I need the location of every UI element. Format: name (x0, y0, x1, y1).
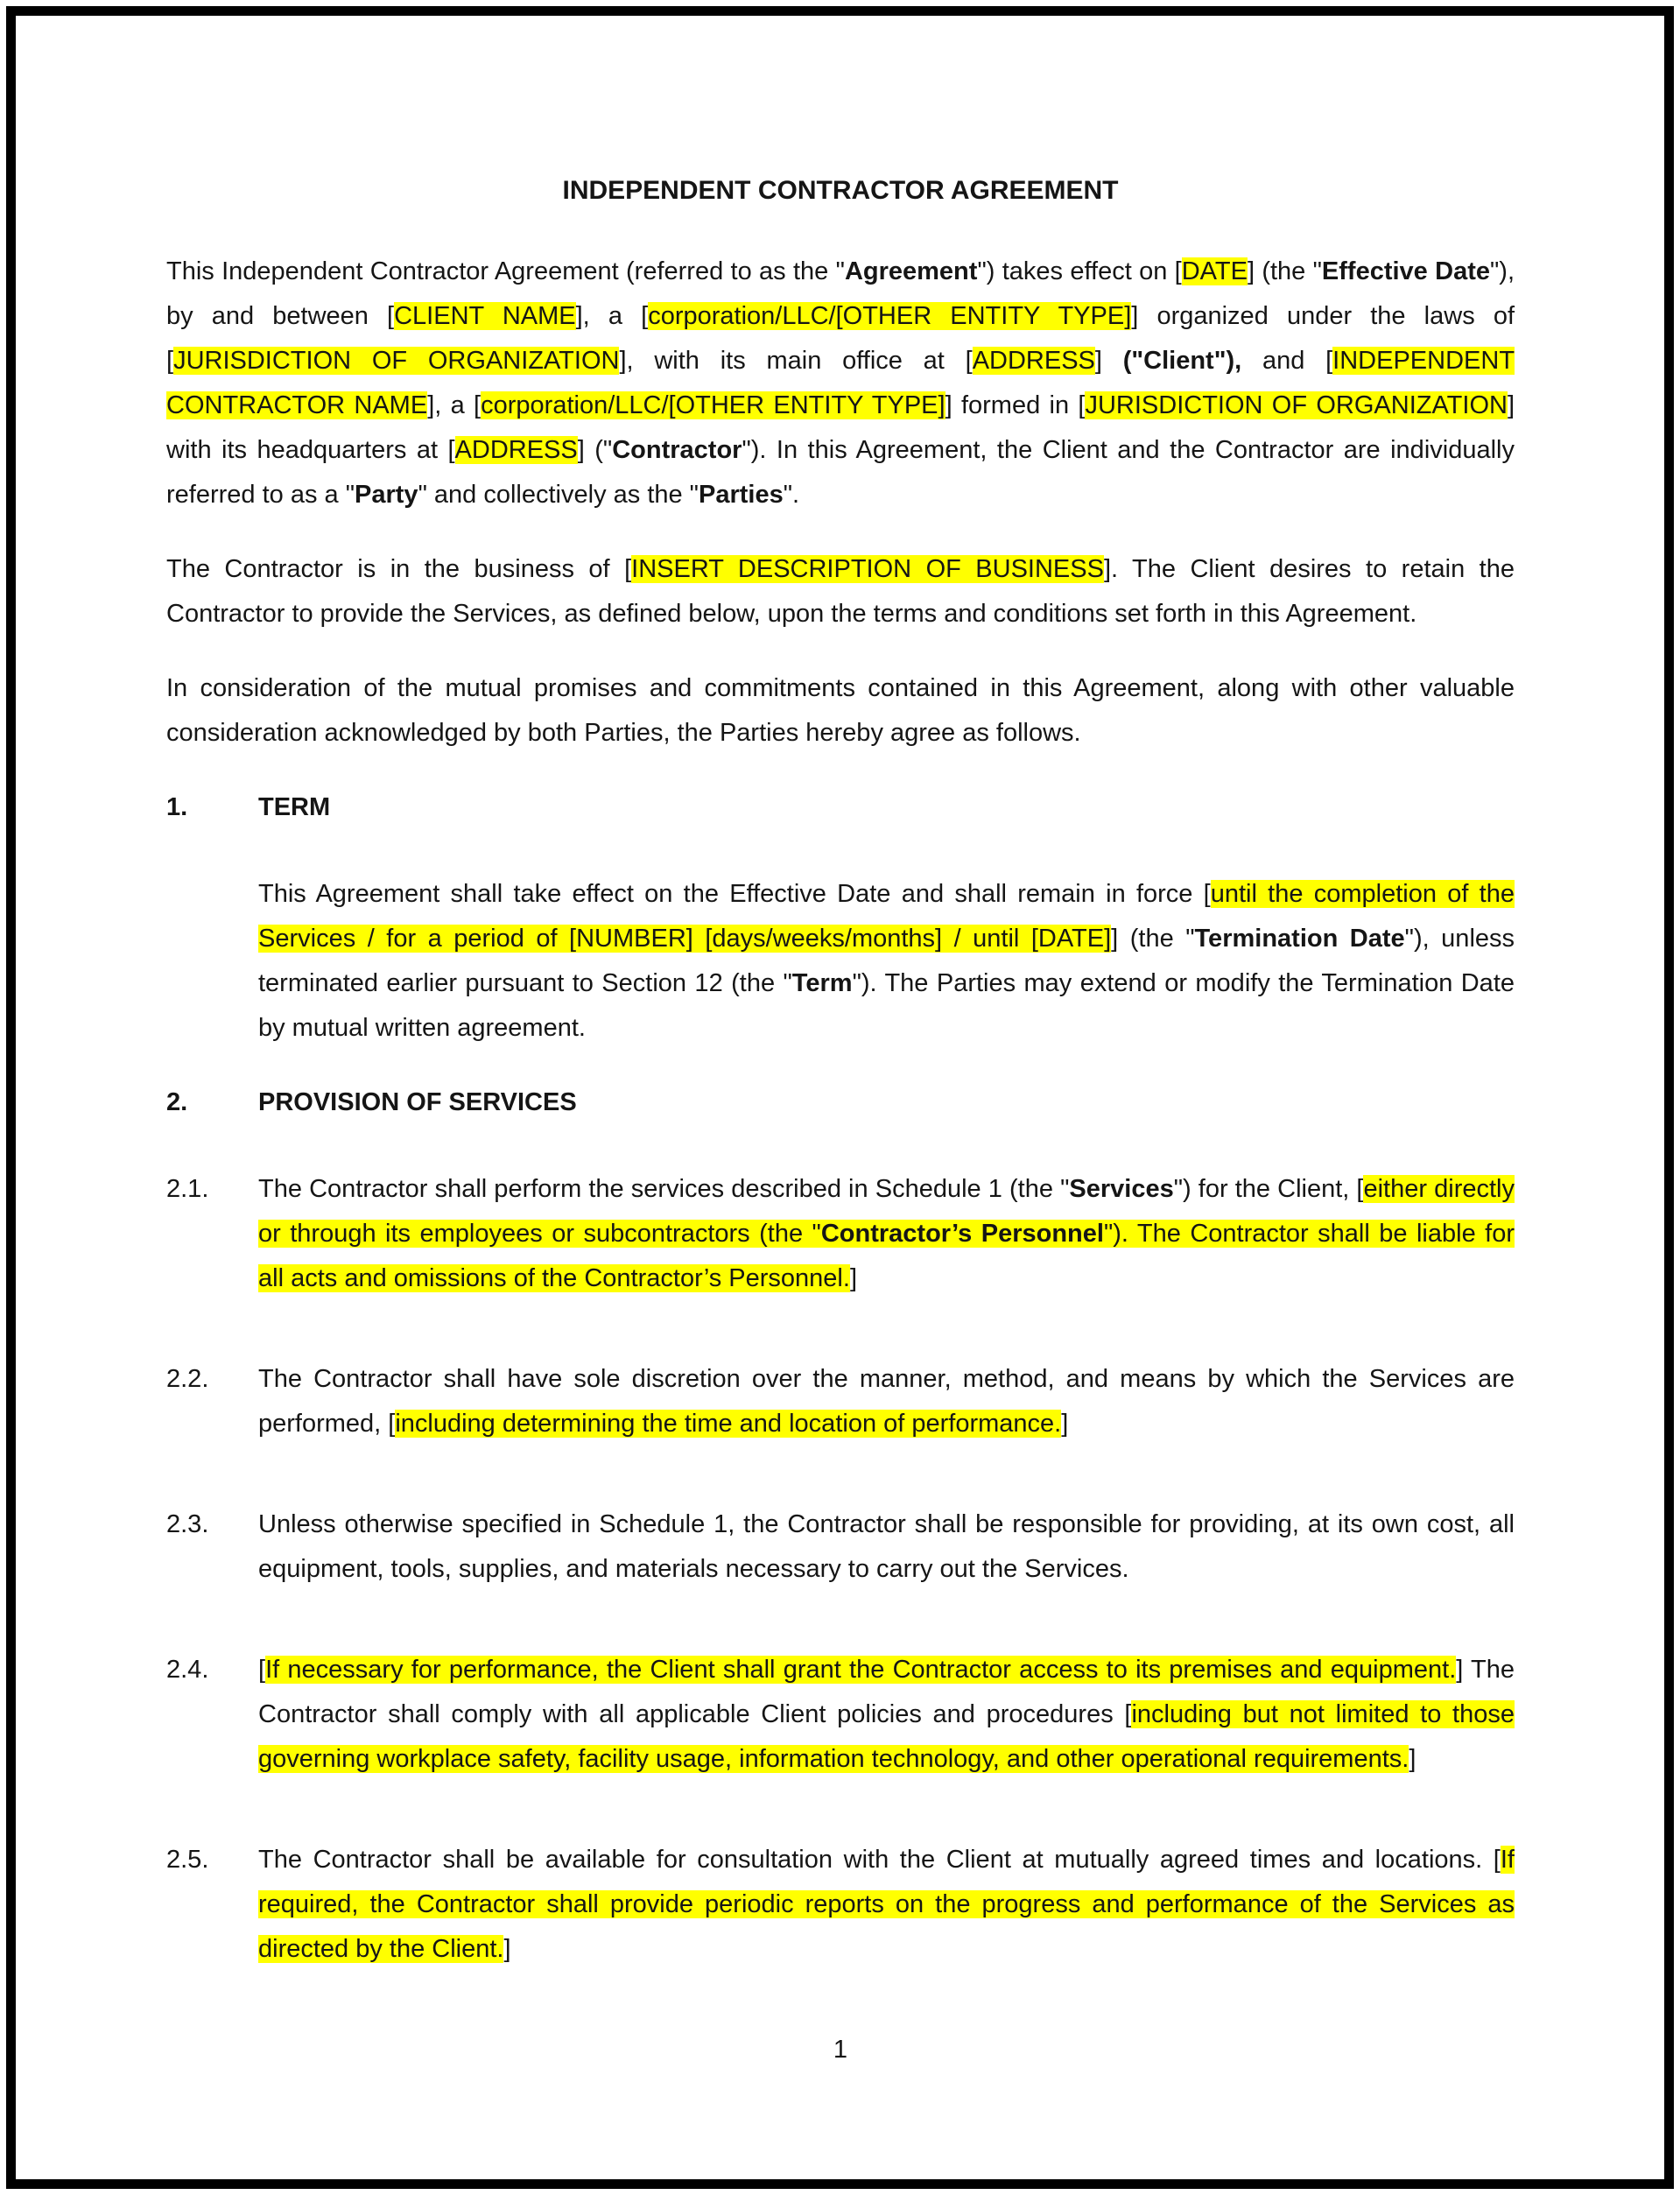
section-heading-text: TERM (258, 793, 331, 821)
text-run: ] (" (577, 436, 613, 464)
text-run: ] with its headquarters at [ (166, 391, 1515, 464)
text-run: ] (503, 1935, 511, 1963)
highlighted-placeholder-text: until the completion of the Services / for a period of [NUMBER] [days/weeks/months] / until [DATE] (258, 880, 1515, 953)
highlighted-placeholder-text: If required, the Contractor shall provide periodic reports on the progress and performance of the Services as directed by the Client. (258, 1846, 1515, 1963)
text-run: The Contractor shall have sole discretion over the manner, method, and means by which the Services are performed, [ (258, 1365, 1515, 1438)
text-run: Effective Date (1321, 257, 1490, 285)
section-number: 1. (166, 793, 188, 821)
highlighted-placeholder-text: ADDRESS (454, 436, 578, 464)
text-run: and [ (1241, 347, 1333, 375)
text-run: Contractor (612, 436, 742, 464)
text-run: Services (1069, 1175, 1174, 1203)
highlighted-placeholder-text: If necessary for performance, the Client shall grant the Contractor access to its premises and equipment. (265, 1656, 1457, 1684)
text-run: The Contractor is in the business of [ (166, 555, 632, 583)
section-number: 2. (166, 1088, 188, 1116)
text-run: In consideration of the mutual promises and commitments contained in this Agreement, along with other valuable consideration acknowledged by both Parties, the Parties hereby agree as follows. (166, 674, 1515, 747)
text-run: ] The Contractor shall comply with all applicable Client policies and procedures [ (258, 1656, 1515, 1728)
text-run: The Contractor shall be available for consultation with the Client at mutually agreed times and locations. [ (258, 1846, 1501, 1874)
paragraph (166, 666, 1515, 756)
text-run: ] (1094, 347, 1123, 375)
section-heading (166, 785, 1515, 830)
text-run: Agreement (844, 257, 978, 285)
clause (166, 1167, 1515, 1301)
clause-text (258, 1838, 1515, 1972)
document-body (166, 250, 1515, 1972)
highlighted-placeholder-text: including determining the time and location of performance. (395, 1410, 1062, 1438)
highlighted-placeholder-text: corporation/LLC/[OTHER ENTITY TYPE] (481, 391, 945, 419)
highlighted-placeholder-text: INDEPENDENT CONTRACTOR NAME (166, 347, 1515, 419)
highlighted-placeholder-text: either directly or through its employees or subcontractors (the " (258, 1175, 1515, 1248)
text-run: The Contractor shall perform the services described in Schedule 1 (the " (258, 1175, 1070, 1203)
clause (166, 1502, 1515, 1592)
text-run: ]. The Client desires to retain the Contractor to provide the Services, as defined below, upon the terms and conditions set forth in this Agreement. (166, 555, 1515, 628)
clause (166, 1838, 1515, 1972)
text-run: "), unless terminated earlier pursuant to Section 12 (the " (258, 925, 1515, 997)
text-run: ], with its main office at [ (619, 347, 973, 375)
text-run: [ (258, 1656, 266, 1684)
clause-number: 2.3. (166, 1510, 209, 1538)
text-run: ] (849, 1264, 857, 1292)
highlighted-placeholder-text: ADDRESS (972, 347, 1095, 375)
text-run: ] formed in [ (945, 391, 1086, 419)
text-run: ") for the Client, [ (1173, 1175, 1364, 1203)
text-run: ("Client"), (1122, 347, 1242, 375)
text-run: Termination Date (1194, 925, 1405, 953)
text-run: Parties (698, 481, 784, 509)
paragraph (166, 547, 1515, 637)
paragraph (166, 250, 1515, 517)
text-run: ] (the " (1247, 257, 1322, 285)
highlighted-placeholder-text: including but not limited to those governing workplace safety, facility usage, information technology, and other operational requirements. (258, 1700, 1515, 1773)
text-run: This Independent Contractor Agreement (referred to as the " (166, 257, 845, 285)
clause-text (258, 1648, 1515, 1782)
clause (166, 1648, 1515, 1782)
highlighted-placeholder-text: CLIENT NAME (394, 302, 576, 330)
clause-number: 2.1. (166, 1175, 209, 1203)
section-heading-text: PROVISION OF SERVICES (258, 1088, 577, 1116)
highlighted-placeholder-text: INSERT DESCRIPTION OF BUSINESS (631, 555, 1104, 583)
clause-number: 2.5. (166, 1846, 209, 1874)
text-run: "), by and between [ (166, 257, 1515, 330)
text-run: ] (1061, 1410, 1069, 1438)
text-run: ] organized under the laws of [ (166, 302, 1515, 375)
highlighted-placeholder-text: JURISDICTION OF ORGANIZATION (1085, 391, 1508, 419)
text-run: ], a [ (575, 302, 649, 330)
section-heading (166, 1080, 1515, 1125)
clause-number: 2.2. (166, 1365, 209, 1393)
text-run: " and collectively as the " (418, 481, 699, 509)
paragraph (258, 872, 1515, 1051)
highlighted-placeholder-text: DATE (1181, 257, 1248, 285)
text-run: ") takes effect on [ (977, 257, 1182, 285)
highlighted-placeholder-text: corporation/LLC/[OTHER ENTITY TYPE] (648, 302, 1132, 330)
text-run: ], a [ (427, 391, 482, 419)
clause-text (258, 1357, 1515, 1446)
clause-text (258, 1502, 1515, 1592)
text-run: "). In this Agreement, the Client and the Contractor are individually referred to as a " (166, 436, 1515, 509)
highlighted-placeholder-text: JURISDICTION OF ORGANIZATION (173, 347, 620, 375)
text-run: ] (1409, 1745, 1416, 1773)
text-run: Unless otherwise specified in Schedule 1, the Contractor shall be responsible for providing, at its own cost, all equipment, tools, supplies, and materials necessary to carry out the Services. (258, 1510, 1515, 1583)
clause (166, 1357, 1515, 1446)
highlighted-placeholder-text: "). The Contractor shall be liable for all acts and omissions of the Contractor’s Personnel. (258, 1220, 1515, 1292)
highlighted-placeholder-text: Contractor’s Personnel (820, 1220, 1104, 1248)
text-run: ". (783, 481, 800, 509)
document-title: INDEPENDENT CONTRACTOR AGREEMENT (562, 176, 1119, 205)
text-run: Party (355, 481, 418, 509)
text-run: Term (791, 969, 853, 997)
text-run: ] (the " (1111, 925, 1195, 953)
page-number: 1 (833, 2036, 848, 2064)
text-run: This Agreement shall take effect on the Effective Date and shall remain in force [ (258, 880, 1211, 908)
clause-number: 2.4. (166, 1656, 209, 1684)
clause-text (258, 1167, 1515, 1301)
text-run: "). The Parties may extend or modify the Termination Date by mutual written agreement. (258, 969, 1515, 1042)
